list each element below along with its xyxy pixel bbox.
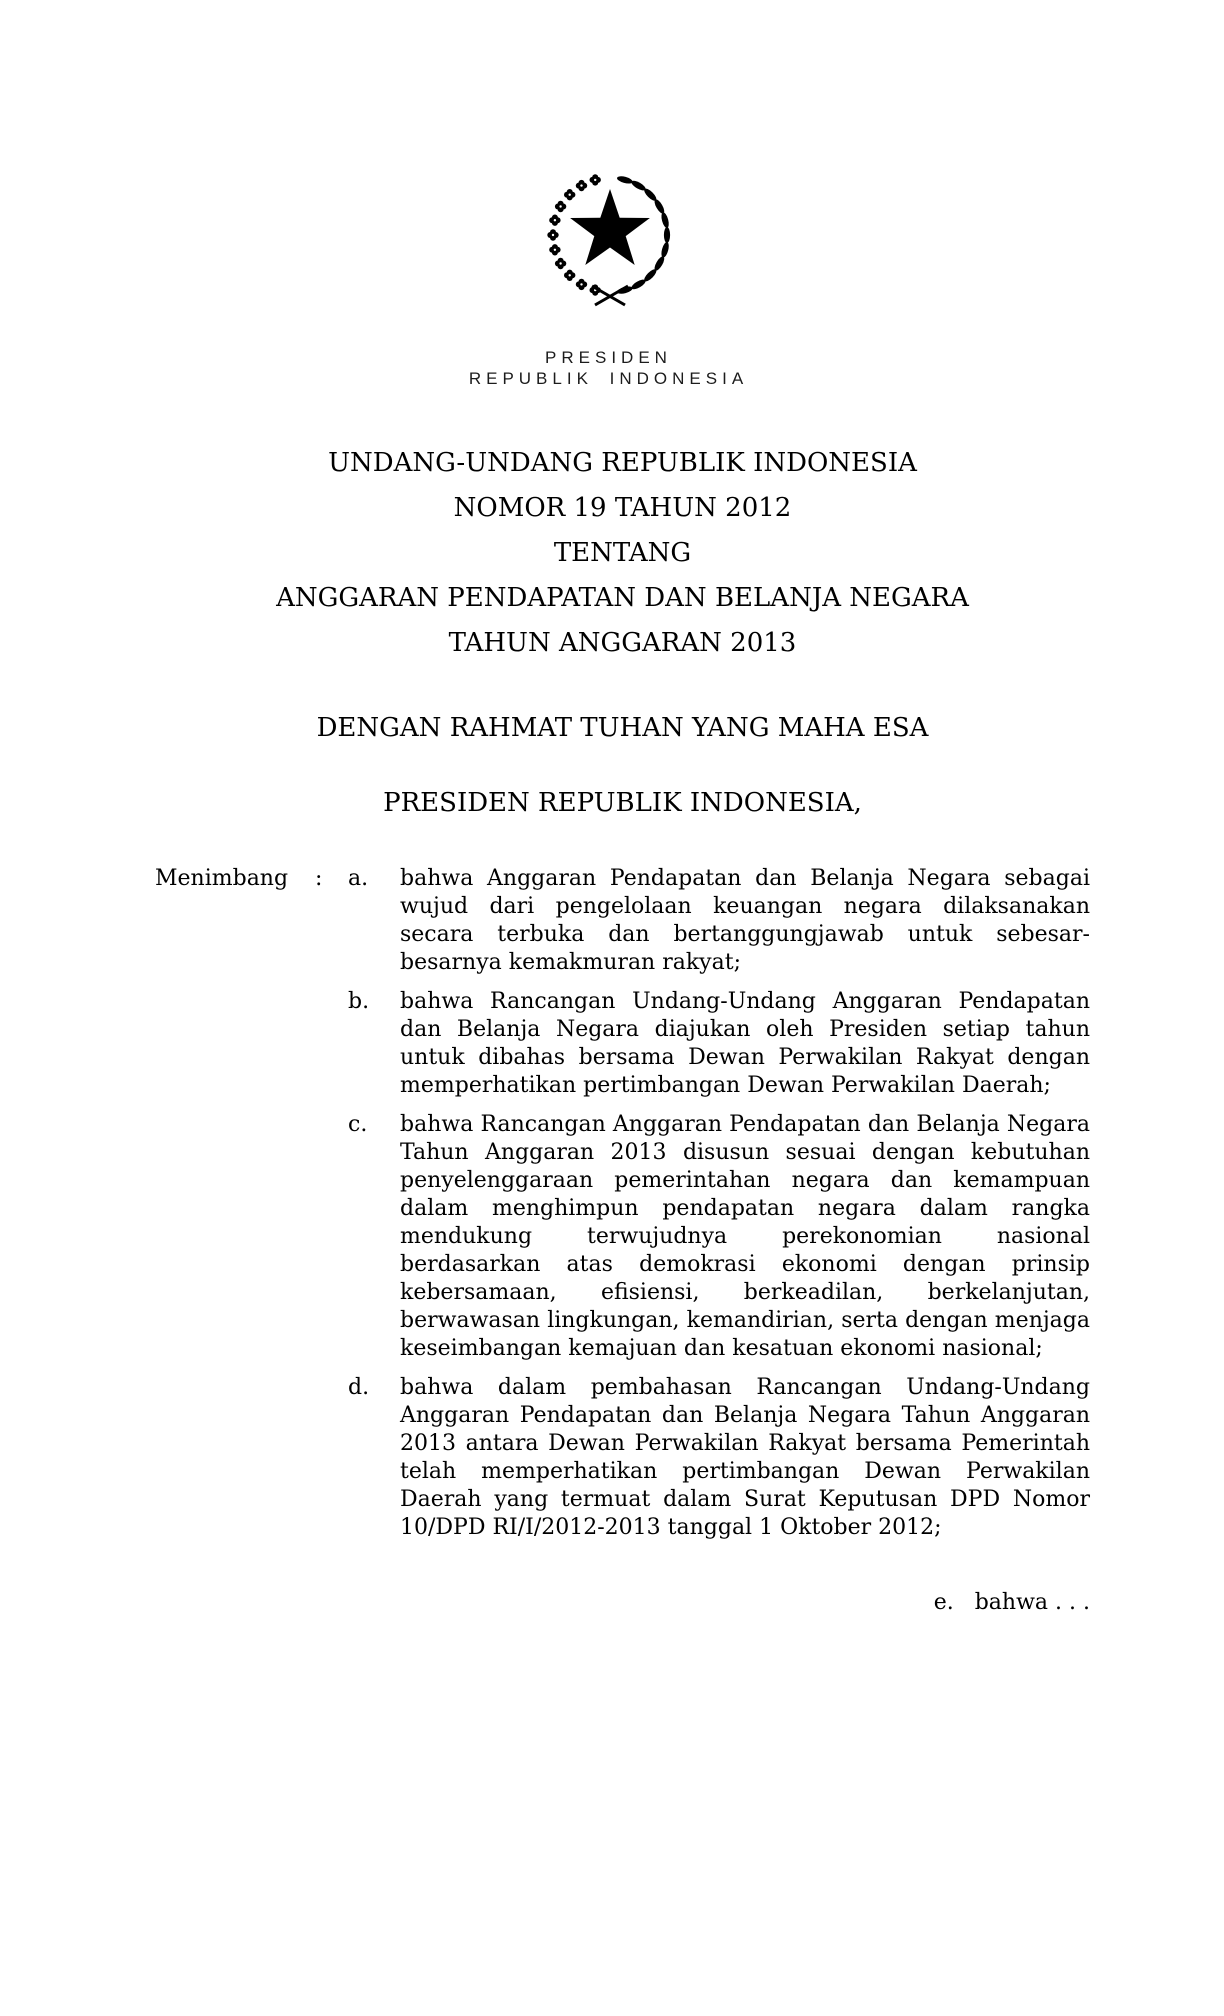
considerations-separator: : [315,866,323,891]
item-text: bahwa Rancangan Anggaran Pendapatan dan Belanja Negara Tahun Anggaran 2013 disusun sesuai dengan kebutuhan penyelenggaraan pemerintahan negara dan kemampuan dalam menghimpun pendapatan negara dalam rangka mendukung terwujudnya perekonomian nasional berdasarkan atas demokrasi ekonomi dengan prinsip kebersamaan, efisiensi, berkeadilan, berkelanjutan, berwawasan lingkungan, kemandirian, serta dengan menjaga keseimbangan kemajuan dan kesatuan ekonomi nasional; [400,1112,1090,1361]
item-letter: c. [348,1112,368,1137]
considerations-label: Menimbang [155,866,289,891]
law-title [155,441,1090,666]
consideration-item-a [348,865,1090,977]
item-text: bahwa dalam pembahasan Rancangan Undang-Undang Anggaran Pendapatan dan Belanja Negara Tahun Anggaran 2013 antara Dewan Perwakilan Rakyat bersama Pemerintah telah memperhatikan pertimbangan Dewan Perwakilan Daerah yang termuat dalam Surat Keputusan DPD Nomor 10/DPD RI/I/2012-2013 tanggal 1 Oktober 2012; [400,1375,1090,1540]
star-icon [570,189,650,265]
seal-name-line2: REPUBLIK INDONESIA [468,369,749,388]
title-line-1: UNDANG-UNDANG REPUBLIK INDONESIA [328,448,917,478]
item-letter: a. [348,866,369,891]
title-line-2: NOMOR 19 TAHUN 2012 [453,493,792,523]
presidential-seal-icon [534,167,684,309]
seal-name [141,347,1076,389]
consideration-item-d [348,1374,1090,1542]
title-line-3: TENTANG [553,538,692,568]
invocation-line: DENGAN RAHMAT TUHAN YANG MAHA ESA [316,713,929,743]
issuer-line: PRESIDEN REPUBLIK INDONESIA, [383,788,862,818]
wreath-stems-icon [592,286,628,305]
title-line-5: TAHUN ANGGARAN 2013 [448,628,797,658]
considerations-items [348,865,1090,1542]
consideration-item-b [348,988,1090,1100]
page-catchword: e. bahwa . . . [933,1590,1090,1615]
title-line-4: ANGGARAN PENDAPATAN DAN BELANJA NEGARA [276,583,969,613]
item-text: bahwa Anggaran Pendapatan dan Belanja Negara sebagai wujud dari pengelolaan keuangan negara dilaksanakan secara terbuka dan bertanggungjawab untuk sebesar-besarnya kemakmuran rakyat; [400,866,1090,975]
item-letter: d. [348,1375,370,1400]
item-letter: b. [348,989,370,1014]
consideration-item-c [348,1111,1090,1363]
letterhead [141,167,1076,389]
item-text: bahwa Rancangan Undang-Undang Anggaran Pendapatan dan Belanja Negara diajukan oleh Presiden setiap tahun untuk dibahas bersama Dewan Perwakilan Rakyat dengan memperhatikan pertimbangan Dewan Perwakilan Daerah; [400,989,1090,1098]
seal-name-line1: PRESIDEN [545,348,672,367]
considerations-row [155,865,1090,1542]
considerations-section [155,865,1090,1542]
